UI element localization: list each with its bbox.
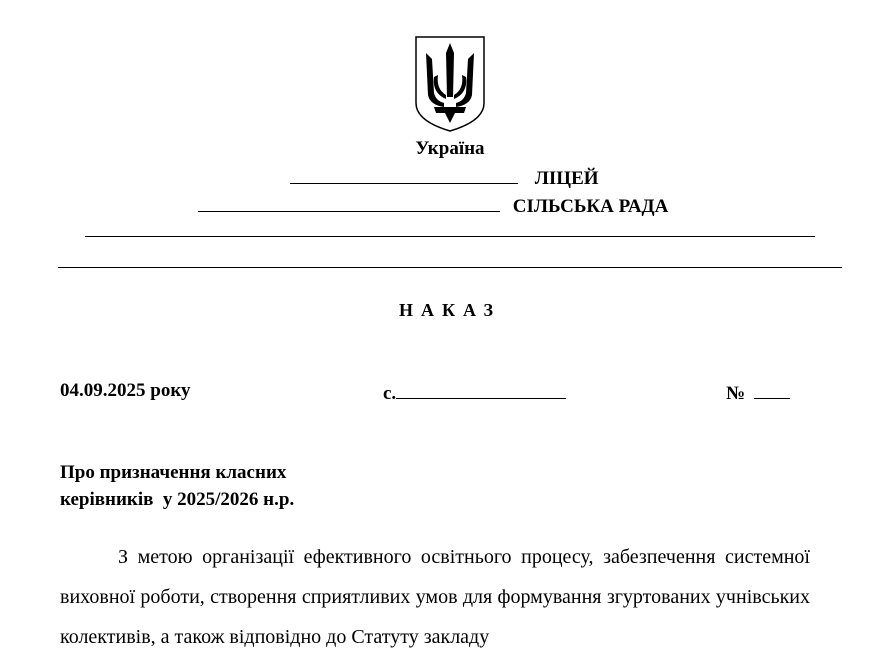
institution-name-blank [290, 165, 518, 184]
header-divider-lower [58, 267, 842, 268]
council-type: СІЛЬСЬКА РАДА [512, 196, 669, 217]
document-number [726, 380, 790, 405]
place-blank [396, 380, 566, 399]
council-line [198, 193, 668, 218]
subject-line-2: керівників у 2025/2026 н.р. [60, 489, 295, 510]
subject-line-1: Про призначення класних [60, 462, 287, 483]
number-prefix: № [726, 383, 746, 404]
council-name-blank [198, 193, 500, 212]
body-paragraph: З метою організації ефективного освітнього процесу, забезпечення системної виховної роботи, створення сприятливих умов для формування згуртованих учнівських колективів, а також відповідно до Статуту закладу [60, 546, 810, 648]
number-blank [754, 380, 790, 399]
document-subject [60, 459, 294, 513]
institution-line [290, 165, 599, 190]
document-date: 04.09.2025 року [60, 380, 191, 401]
institution-type: ЛІЦЕЙ [534, 168, 599, 189]
trident-coat-of-arms-icon [414, 35, 486, 133]
place-prefix: с. [383, 383, 397, 404]
document-type-title: НАКАЗ [398, 300, 502, 320]
country-name: Україна [415, 138, 485, 159]
document-place [383, 380, 566, 405]
header-divider-upper [85, 236, 815, 237]
